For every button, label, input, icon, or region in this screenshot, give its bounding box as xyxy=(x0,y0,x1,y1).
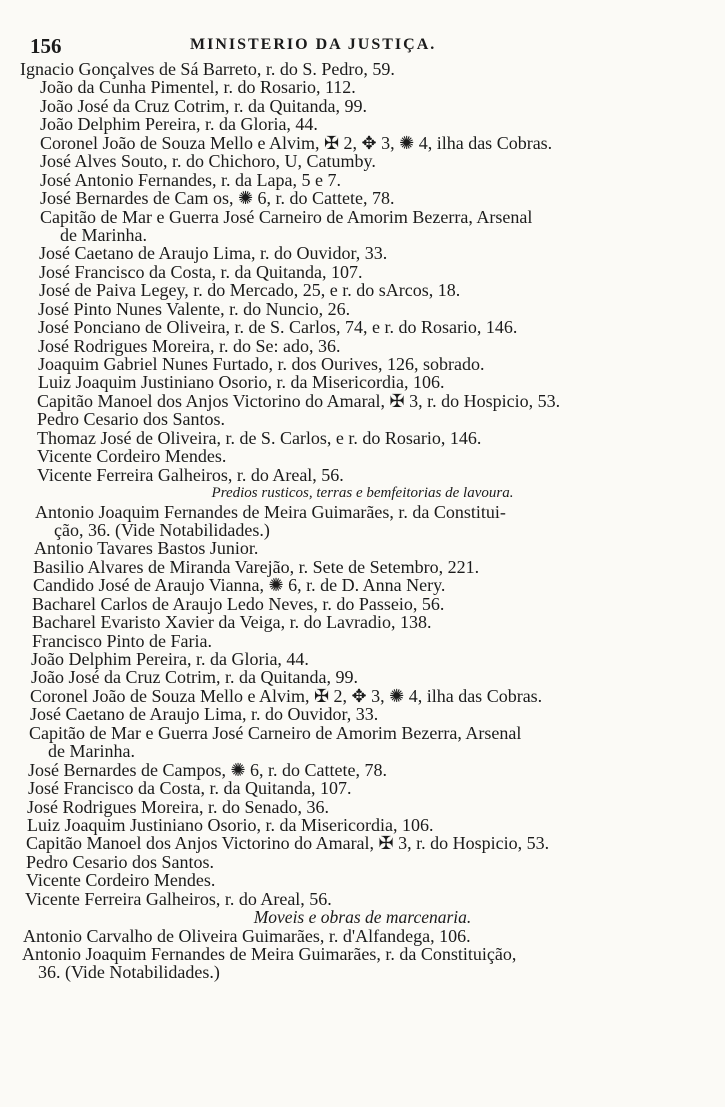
list-item: José Caetano de Araujo Lima, r. do Ouvidor, 33. xyxy=(30,704,379,725)
list-item: José de Paiva Legey, r. do Mercado, 25, e r. do sArcos, 18. xyxy=(39,280,461,301)
list-item: João Delphim Pereira, r. da Gloria, 44. xyxy=(31,649,309,669)
list-item: José Caetano de Araujo Lima, r. do Ouvidor, 33. xyxy=(39,243,388,264)
list-item: Coronel João de Souza Mello e Alvim, ✠ 2, ✥ 3, ✺ 4, ilha das Cobras. xyxy=(40,132,553,153)
list-item: José Rodrigues Moreira, r. do Senado, 36. xyxy=(27,796,329,817)
list-item: João Delphim Pereira, r. da Gloria, 44. xyxy=(40,114,318,135)
list-item: José Antonio Fernandes, r. da Lapa, 5 e 7. xyxy=(40,169,341,190)
list-item: José Bernardes de Campos, ✺ 6, r. do Cattete, 78. xyxy=(28,759,388,780)
list-item: José Alves Souto, r. do Chichoro, U, Catumby. xyxy=(40,151,376,172)
list-item: Thomaz José de Oliveira, r. de S. Carlos, e r. do Rosario, 146. xyxy=(37,427,482,448)
list-item: Antonio Joaquim Fernandes de Meira Guimarães, r. da Constituição, xyxy=(22,944,517,964)
list-item: Capitão Manoel dos Anjos Victorino do Amaral, ✠ 3, r. do Hospicio, 53. xyxy=(26,833,550,854)
list-item: Vicente Cordeiro Mendes. xyxy=(37,446,227,467)
list-item: Capitão de Mar e Guerra José Carneiro de Amorim Bezerra, Arsenal xyxy=(29,722,522,743)
list-item: José Ponciano de Oliveira, r. de S. Carlos, 74, e r. do Rosario, 146. xyxy=(38,317,518,338)
list-item: Antonio Tavares Bastos Junior. xyxy=(34,538,259,559)
list-item: João José da Cruz Cotrim, r. da Quitanda, 99. xyxy=(40,95,367,116)
list-item: Pedro Cesario dos Santos. xyxy=(26,851,214,872)
list-item: Basilio Alvares de Miranda Varejão, r. Sete de Setembro, 221. xyxy=(33,556,480,577)
running-title: MINISTERIO DA JUSTIÇA. xyxy=(190,36,437,53)
list-item: Ignacio Gonçalves de Sá Barreto, r. do S. Pedro, 59. xyxy=(20,59,395,79)
list-item: Antonio Joaquim Fernandes de Meira Guimarães, r. da Constitui- xyxy=(35,501,506,522)
page-header xyxy=(30,34,702,58)
directory-listing xyxy=(20,60,705,982)
list-item: Bacharel Carlos de Araujo Ledo Neves, r. do Passeio, 56. xyxy=(32,593,445,614)
list-item: José Francisco da Costa, r. da Quitanda, 107. xyxy=(28,778,352,799)
list-item: ção, 36. (Vide Notabilidades.) xyxy=(54,519,270,540)
list-item: de Marinha. xyxy=(48,741,135,762)
page-number: 156 xyxy=(30,34,62,58)
section-heading: Predios rusticos, terras e bemfeitorias de lavoura. xyxy=(211,485,514,502)
list-item: Capitão Manoel dos Anjos Victorino do Amaral, ✠ 3, r. do Hospicio, 53. xyxy=(37,390,561,411)
list-item: José Rodrigues Moreira, r. do Se: ado, 36. xyxy=(38,335,341,356)
list-item: Vicente Ferreira Galheiros, r. do Areal, 56. xyxy=(25,888,332,909)
list-item: José Bernardes de Cam os, ✺ 6, r. do Cattete, 78. xyxy=(40,188,395,209)
list-item: de Marinha. xyxy=(60,224,147,245)
list-item: Bacharel Evaristo Xavier da Veiga, r. do Lavradio, 138. xyxy=(32,612,432,633)
list-item: João da Cunha Pimentel, r. do Rosario, 112. xyxy=(40,77,356,98)
list-item: João José da Cruz Cotrim, r. da Quitanda, 99. xyxy=(31,667,358,688)
list-item: José Francisco da Costa, r. da Quitanda, 107. xyxy=(39,261,363,282)
list-item: Luiz Joaquim Justiniano Osorio, r. da Misericordia, 106. xyxy=(27,814,434,835)
list-item: Luiz Joaquim Justiniano Osorio, r. da Misericordia, 106. xyxy=(38,372,445,393)
list-item: Vicente Cordeiro Mendes. xyxy=(26,870,216,891)
list-item: 36. (Vide Notabilidades.) xyxy=(38,962,220,983)
list-item: Candido José de Araujo Vianna, ✺ 6, r. de D. Anna Nery. xyxy=(33,575,446,596)
list-item: Antonio Carvalho de Oliveira Guimarães, r. d'Alfandega, 106. xyxy=(23,925,471,946)
list-item: Coronel João de Souza Mello e Alvim, ✠ 2, ✥ 3, ✺ 4, ilha das Cobras. xyxy=(30,685,543,706)
list-item: Capitão de Mar e Guerra José Carneiro de Amorim Bezerra, Arsenal xyxy=(40,206,533,227)
list-item: José Pinto Nunes Valente, r. do Nuncio, 26. xyxy=(38,298,351,319)
section-heading: Moveis e obras de marcenaria. xyxy=(253,907,472,928)
list-item: Vicente Ferreira Galheiros, r. do Areal, 56. xyxy=(37,464,344,485)
list-item: Joaquim Gabriel Nunes Furtado, r. dos Ourives, 126, sobrado. xyxy=(38,354,485,374)
list-item: Pedro Cesario dos Santos. xyxy=(37,409,225,430)
list-item: Francisco Pinto de Faria. xyxy=(32,630,212,651)
